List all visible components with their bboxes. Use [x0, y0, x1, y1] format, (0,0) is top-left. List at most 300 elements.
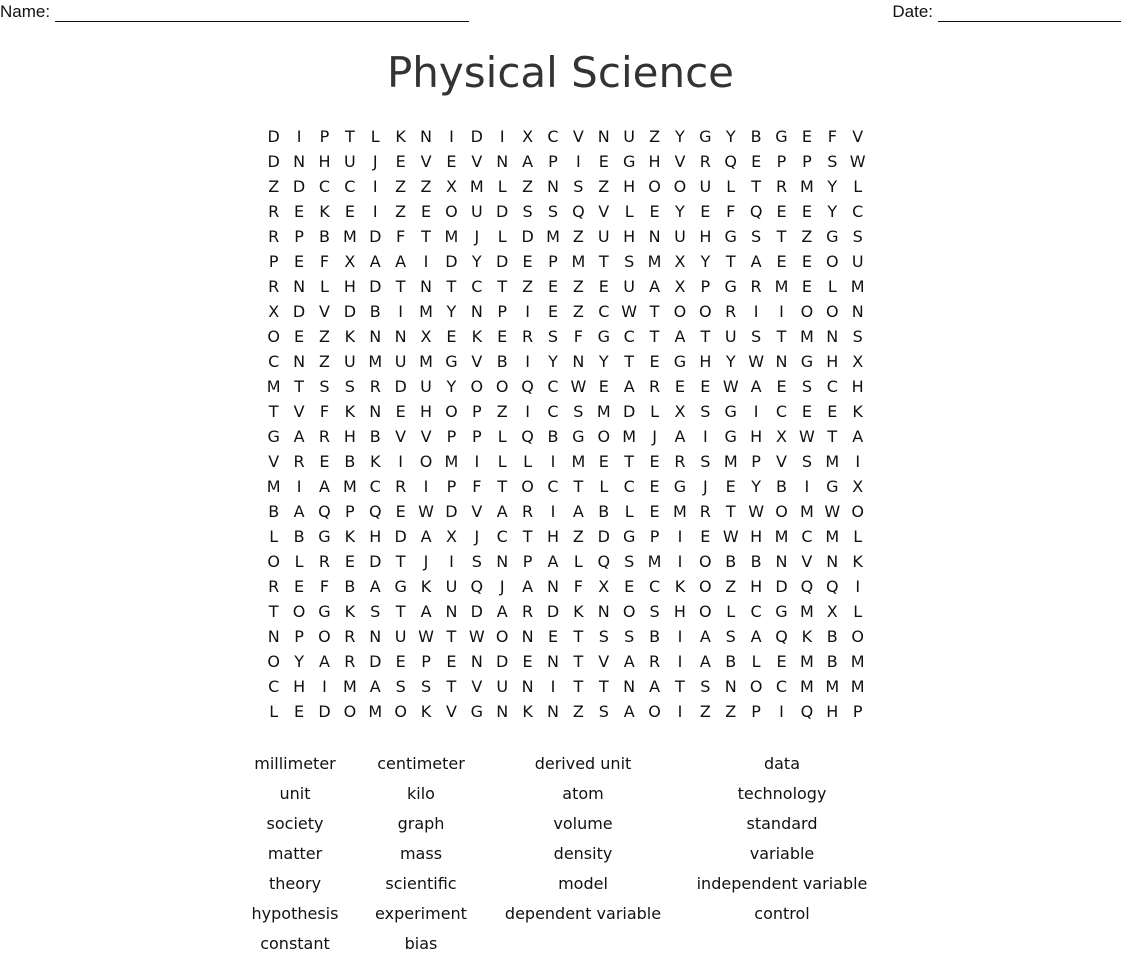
grid-letter[interactable]: B	[649, 627, 661, 646]
grid-letter[interactable]: T	[268, 602, 279, 621]
grid-letter[interactable]: E	[649, 477, 660, 496]
grid-letter[interactable]: E	[649, 502, 660, 521]
grid-letter[interactable]: T	[751, 177, 761, 196]
grid-letter[interactable]: M	[444, 452, 459, 471]
grid-letter[interactable]: T	[573, 677, 584, 696]
grid-letter[interactable]: Q	[470, 577, 484, 596]
date-blank-line[interactable]	[938, 5, 1121, 22]
grid-letter[interactable]: F	[827, 127, 837, 146]
grid-letter[interactable]: R	[648, 652, 661, 671]
grid-letter[interactable]: I	[372, 177, 378, 196]
grid-letter[interactable]: F	[319, 252, 330, 271]
grid-letter[interactable]: A	[649, 277, 661, 296]
grid-letter[interactable]: C	[344, 177, 356, 196]
name-blank-line[interactable]	[55, 5, 469, 22]
grid-letter[interactable]: Z	[725, 577, 737, 596]
grid-letter[interactable]: B	[369, 427, 381, 446]
grid-letter[interactable]: A	[674, 327, 686, 346]
grid-letter[interactable]: A	[369, 252, 381, 271]
grid-letter[interactable]: M	[368, 702, 383, 721]
grid-letter[interactable]: U	[674, 227, 686, 246]
grid-letter[interactable]: M	[825, 677, 840, 696]
grid-letter[interactable]: W	[824, 502, 841, 521]
grid-letter[interactable]: X	[674, 402, 686, 421]
grid-letter[interactable]: X	[852, 352, 864, 371]
grid-letter[interactable]: E	[598, 277, 609, 296]
grid-letter[interactable]: M	[799, 602, 814, 621]
grid-letter[interactable]: H	[750, 527, 763, 546]
grid-letter[interactable]: N	[597, 127, 610, 146]
grid-letter[interactable]: S	[395, 677, 406, 696]
grid-letter[interactable]: V	[471, 352, 483, 371]
grid-letter[interactable]: C	[775, 402, 788, 421]
grid-letter[interactable]: E	[598, 377, 609, 396]
grid-letter[interactable]: M	[469, 177, 484, 196]
grid-letter[interactable]: Z	[395, 177, 407, 196]
grid-letter[interactable]: U	[851, 252, 864, 271]
grid-letter[interactable]: I	[423, 252, 429, 271]
grid-letter[interactable]: O	[851, 502, 864, 521]
grid-letter[interactable]: R	[344, 627, 356, 646]
grid-letter[interactable]: O	[775, 502, 788, 521]
grid-letter[interactable]: Y	[598, 352, 609, 371]
grid-letter[interactable]: O	[521, 477, 534, 496]
grid-letter[interactable]: E	[776, 202, 787, 221]
grid-letter[interactable]: I	[753, 302, 759, 321]
grid-letter[interactable]: W	[418, 627, 434, 646]
grid-letter[interactable]: T	[624, 452, 635, 471]
grid-letter[interactable]: E	[319, 452, 330, 471]
grid-letter[interactable]: T	[268, 402, 279, 421]
grid-letter[interactable]: J	[474, 227, 480, 246]
grid-letter[interactable]: J	[372, 152, 378, 171]
grid-letter[interactable]: M	[622, 427, 637, 446]
grid-letter[interactable]: K	[852, 402, 863, 421]
grid-letter[interactable]: V	[598, 652, 610, 671]
grid-letter[interactable]: W	[722, 377, 739, 396]
grid-letter[interactable]: N	[775, 352, 788, 371]
grid-letter[interactable]: U	[344, 352, 356, 371]
grid-letter[interactable]: K	[852, 552, 863, 571]
grid-letter[interactable]: E	[395, 152, 406, 171]
grid-letter[interactable]: E	[446, 652, 457, 671]
grid-letter[interactable]: A	[496, 602, 508, 621]
grid-letter[interactable]: G	[622, 152, 636, 171]
grid-letter[interactable]: I	[855, 577, 861, 596]
grid-letter[interactable]: Q	[572, 202, 585, 221]
grid-letter[interactable]: N	[293, 277, 306, 296]
grid-letter[interactable]: I	[499, 127, 505, 146]
grid-letter[interactable]: Z	[649, 127, 661, 146]
grid-letter[interactable]: M	[799, 177, 814, 196]
grid-letter[interactable]: S	[547, 202, 559, 221]
grid-letter[interactable]: T	[776, 227, 787, 246]
grid-letter[interactable]: N	[445, 602, 458, 621]
grid-letter[interactable]: M	[368, 352, 383, 371]
grid-letter[interactable]: C	[496, 527, 508, 546]
grid-letter[interactable]: M	[647, 252, 662, 271]
grid-letter[interactable]: E	[624, 577, 635, 596]
grid-letter[interactable]: F	[319, 577, 330, 596]
grid-letter[interactable]: G	[724, 227, 737, 246]
grid-letter[interactable]: E	[547, 277, 559, 296]
grid-letter[interactable]: L	[497, 177, 507, 196]
grid-letter[interactable]: Y	[700, 252, 711, 271]
grid-letter[interactable]: O	[597, 427, 611, 446]
grid-letter[interactable]: L	[726, 177, 736, 196]
grid-letter[interactable]: C	[318, 177, 331, 196]
grid-letter[interactable]: E	[420, 202, 432, 221]
grid-letter[interactable]: V	[293, 402, 305, 421]
grid-letter[interactable]: B	[826, 627, 838, 646]
grid-letter[interactable]: N	[420, 277, 433, 296]
grid-letter[interactable]: N	[775, 552, 788, 571]
grid-letter[interactable]: A	[852, 427, 864, 446]
grid-letter[interactable]: D	[623, 402, 636, 421]
grid-letter[interactable]: I	[779, 702, 784, 721]
grid-letter[interactable]: S	[370, 602, 381, 621]
grid-letter[interactable]: W	[570, 377, 587, 396]
grid-letter[interactable]: D	[775, 577, 788, 596]
grid-letter[interactable]: U	[699, 177, 712, 196]
grid-letter[interactable]: L	[294, 552, 304, 571]
grid-letter[interactable]: P	[319, 127, 330, 146]
grid-letter[interactable]: E	[497, 327, 508, 346]
grid-letter[interactable]: Z	[522, 277, 534, 296]
grid-letter[interactable]: O	[825, 302, 839, 321]
grid-letter[interactable]: M	[825, 452, 840, 471]
grid-letter[interactable]: U	[344, 152, 356, 171]
grid-letter[interactable]: A	[699, 652, 711, 671]
grid-letter[interactable]: X	[445, 177, 457, 196]
grid-letter[interactable]: W	[798, 427, 815, 446]
grid-letter[interactable]: A	[623, 702, 635, 721]
grid-letter[interactable]: N	[394, 327, 407, 346]
grid-letter[interactable]: A	[699, 627, 711, 646]
grid-letter[interactable]: Z	[318, 352, 330, 371]
grid-letter[interactable]: N	[826, 327, 839, 346]
grid-letter[interactable]: T	[395, 277, 406, 296]
grid-letter[interactable]: M	[825, 527, 840, 546]
grid-letter[interactable]: I	[398, 302, 403, 321]
grid-letter[interactable]: X	[826, 602, 838, 621]
grid-letter[interactable]: M	[266, 377, 281, 396]
grid-letter[interactable]: G	[470, 702, 484, 721]
grid-letter[interactable]: W	[621, 302, 638, 321]
grid-letter[interactable]: Z	[801, 227, 813, 246]
grid-letter[interactable]: I	[449, 127, 454, 146]
grid-letter[interactable]: P	[522, 552, 533, 571]
grid-letter[interactable]: C	[547, 377, 559, 396]
grid-letter[interactable]: C	[801, 527, 813, 546]
grid-letter[interactable]: O	[470, 377, 484, 396]
grid-letter[interactable]: N	[547, 702, 559, 721]
grid-letter[interactable]: M	[799, 652, 814, 671]
grid-letter[interactable]: I	[550, 677, 556, 696]
grid-letter[interactable]: D	[470, 127, 483, 146]
grid-letter[interactable]: I	[804, 477, 810, 496]
grid-letter[interactable]: O	[699, 552, 712, 571]
grid-letter[interactable]: Y	[675, 202, 685, 221]
grid-letter[interactable]: E	[776, 377, 787, 396]
grid-letter[interactable]: T	[446, 277, 457, 296]
grid-letter[interactable]: G	[724, 402, 737, 421]
grid-letter[interactable]: I	[423, 477, 429, 496]
grid-letter[interactable]: L	[751, 652, 761, 671]
grid-letter[interactable]: T	[725, 252, 736, 271]
grid-letter[interactable]: L	[523, 452, 533, 471]
grid-letter[interactable]: M	[799, 327, 814, 346]
grid-letter[interactable]: S	[852, 227, 863, 246]
grid-letter[interactable]: O	[825, 252, 839, 271]
grid-letter[interactable]: W	[468, 627, 485, 646]
grid-letter[interactable]: L	[853, 177, 863, 196]
grid-letter[interactable]: Q	[800, 577, 814, 596]
grid-letter[interactable]: H	[826, 352, 839, 371]
grid-letter[interactable]: E	[598, 152, 609, 171]
grid-letter[interactable]: E	[776, 252, 787, 271]
grid-letter[interactable]: E	[294, 577, 305, 596]
grid-letter[interactable]: K	[344, 327, 356, 346]
grid-letter[interactable]: E	[547, 302, 559, 321]
grid-letter[interactable]: E	[598, 452, 609, 471]
grid-letter[interactable]: X	[598, 577, 610, 596]
grid-letter[interactable]: Z	[268, 177, 280, 196]
grid-letter[interactable]: L	[726, 602, 736, 621]
grid-letter[interactable]: Y	[827, 202, 838, 221]
grid-letter[interactable]: R	[674, 452, 686, 471]
grid-letter[interactable]: D	[292, 177, 306, 196]
grid-letter[interactable]: K	[420, 702, 432, 721]
grid-letter[interactable]: Z	[420, 177, 432, 196]
grid-letter[interactable]: W	[418, 502, 434, 521]
grid-letter[interactable]: H	[826, 702, 839, 721]
grid-letter[interactable]: C	[268, 677, 280, 696]
grid-letter[interactable]: R	[750, 277, 762, 296]
grid-letter[interactable]: T	[421, 227, 431, 246]
grid-letter[interactable]: R	[395, 477, 407, 496]
grid-letter[interactable]: A	[319, 652, 330, 671]
grid-letter[interactable]: T	[598, 677, 609, 696]
grid-letter[interactable]: O	[267, 652, 280, 671]
grid-letter[interactable]: B	[547, 427, 559, 446]
grid-letter[interactable]: B	[750, 127, 762, 146]
grid-letter[interactable]: M	[571, 452, 586, 471]
grid-letter[interactable]: G	[775, 602, 788, 621]
grid-letter[interactable]: Y	[751, 477, 761, 496]
grid-letter[interactable]: E	[395, 652, 406, 671]
grid-letter[interactable]: Y	[675, 127, 685, 146]
grid-letter[interactable]: H	[699, 227, 712, 246]
grid-letter[interactable]: A	[547, 552, 559, 571]
grid-letter[interactable]: G	[724, 427, 737, 446]
grid-letter[interactable]: K	[319, 202, 330, 221]
grid-letter[interactable]: P	[446, 427, 457, 446]
grid-letter[interactable]: E	[395, 402, 406, 421]
grid-letter[interactable]: I	[677, 527, 683, 546]
grid-letter[interactable]: B	[725, 552, 737, 571]
grid-letter[interactable]: I	[753, 402, 759, 421]
grid-letter[interactable]: Y	[827, 177, 838, 196]
grid-letter[interactable]: B	[344, 577, 356, 596]
grid-letter[interactable]: C	[369, 477, 381, 496]
grid-letter[interactable]: M	[799, 502, 814, 521]
grid-letter[interactable]: P	[471, 402, 482, 421]
grid-letter[interactable]: O	[419, 452, 433, 471]
grid-letter[interactable]: A	[750, 627, 762, 646]
grid-letter[interactable]: V	[471, 152, 483, 171]
grid-letter[interactable]: B	[776, 477, 787, 496]
grid-letter[interactable]: R	[522, 327, 534, 346]
grid-letter[interactable]: D	[267, 152, 280, 171]
grid-letter[interactable]: I	[855, 452, 861, 471]
grid-letter[interactable]: K	[370, 452, 381, 471]
grid-letter[interactable]: E	[522, 652, 533, 671]
grid-letter[interactable]: Q	[775, 627, 788, 646]
grid-letter[interactable]: N	[623, 677, 636, 696]
grid-letter[interactable]: T	[446, 677, 457, 696]
grid-letter[interactable]: R	[522, 602, 534, 621]
grid-letter[interactable]: S	[700, 452, 711, 471]
grid-letter[interactable]: S	[573, 402, 584, 421]
grid-letter[interactable]: D	[394, 377, 407, 396]
grid-letter[interactable]: S	[598, 627, 609, 646]
grid-letter[interactable]: K	[344, 402, 356, 421]
grid-letter[interactable]: E	[700, 202, 711, 221]
grid-letter[interactable]: E	[446, 152, 457, 171]
grid-letter[interactable]: C	[547, 402, 559, 421]
grid-letter[interactable]: N	[470, 302, 483, 321]
grid-letter[interactable]: E	[547, 627, 559, 646]
grid-letter[interactable]: S	[420, 677, 432, 696]
grid-letter[interactable]: P	[548, 252, 558, 271]
grid-letter[interactable]: L	[269, 527, 279, 546]
grid-letter[interactable]: A	[420, 602, 432, 621]
grid-letter[interactable]: O	[673, 177, 687, 196]
grid-letter[interactable]: F	[319, 402, 330, 421]
grid-letter[interactable]: D	[496, 652, 509, 671]
grid-letter[interactable]: B	[268, 502, 280, 521]
grid-letter[interactable]: G	[445, 352, 458, 371]
grid-letter[interactable]: E	[674, 377, 685, 396]
grid-letter[interactable]: G	[267, 427, 280, 446]
grid-letter[interactable]: S	[801, 377, 812, 396]
grid-letter[interactable]: I	[296, 477, 302, 496]
grid-letter[interactable]: G	[775, 127, 788, 146]
grid-letter[interactable]: R	[775, 177, 788, 196]
grid-letter[interactable]: E	[649, 202, 660, 221]
grid-letter[interactable]: M	[342, 477, 357, 496]
grid-letter[interactable]: H	[750, 427, 763, 446]
grid-letter[interactable]: N	[851, 302, 864, 321]
grid-letter[interactable]: F	[726, 202, 736, 221]
grid-letter[interactable]: J	[652, 427, 657, 446]
grid-letter[interactable]: A	[674, 427, 686, 446]
grid-letter[interactable]: L	[624, 202, 634, 221]
grid-letter[interactable]: D	[546, 602, 560, 621]
grid-letter[interactable]: O	[749, 677, 763, 696]
grid-letter[interactable]: E	[344, 552, 355, 571]
grid-letter[interactable]: C	[471, 277, 483, 296]
grid-letter[interactable]: R	[318, 427, 331, 446]
grid-letter[interactable]: H	[318, 152, 331, 171]
grid-letter[interactable]: G	[699, 127, 712, 146]
grid-letter[interactable]: M	[774, 527, 789, 546]
grid-letter[interactable]: B	[293, 527, 305, 546]
grid-letter[interactable]: D	[445, 502, 458, 521]
grid-letter[interactable]: H	[343, 427, 356, 446]
grid-letter[interactable]: B	[598, 502, 610, 521]
grid-letter[interactable]: I	[550, 452, 556, 471]
grid-letter[interactable]: V	[471, 677, 483, 696]
grid-letter[interactable]: O	[800, 302, 814, 321]
grid-letter[interactable]: E	[294, 202, 305, 221]
grid-letter[interactable]: P	[421, 652, 431, 671]
grid-letter[interactable]: G	[826, 227, 839, 246]
grid-letter[interactable]: I	[372, 202, 378, 221]
grid-letter[interactable]: S	[827, 152, 838, 171]
grid-letter[interactable]: A	[319, 477, 330, 496]
grid-letter[interactable]: S	[700, 402, 711, 421]
grid-letter[interactable]: S	[725, 627, 736, 646]
grid-letter[interactable]: T	[649, 327, 660, 346]
grid-letter[interactable]: M	[673, 502, 687, 521]
grid-letter[interactable]: N	[369, 402, 382, 421]
grid-letter[interactable]: O	[622, 602, 636, 621]
grid-letter[interactable]: N	[547, 577, 559, 596]
grid-letter[interactable]: E	[294, 327, 305, 346]
grid-letter[interactable]: O	[495, 627, 509, 646]
grid-letter[interactable]: E	[801, 402, 812, 421]
grid-letter[interactable]: B	[725, 652, 737, 671]
grid-letter[interactable]: R	[293, 452, 305, 471]
grid-letter[interactable]: T	[497, 477, 508, 496]
grid-letter[interactable]: T	[344, 127, 355, 146]
grid-letter[interactable]: V	[598, 202, 610, 221]
grid-letter[interactable]: A	[293, 502, 305, 521]
grid-letter[interactable]: E	[522, 252, 533, 271]
grid-letter[interactable]: T	[776, 327, 787, 346]
grid-letter[interactable]: E	[725, 477, 736, 496]
grid-letter[interactable]: V	[471, 502, 483, 521]
grid-letter[interactable]: M	[342, 227, 357, 246]
grid-letter[interactable]: D	[369, 277, 382, 296]
grid-letter[interactable]: C	[268, 352, 280, 371]
grid-letter[interactable]: T	[497, 277, 508, 296]
grid-letter[interactable]: I	[677, 652, 683, 671]
grid-letter[interactable]: W	[748, 352, 765, 371]
grid-letter[interactable]: P	[345, 502, 355, 521]
grid-letter[interactable]: X	[420, 327, 432, 346]
grid-letter[interactable]: E	[294, 702, 305, 721]
grid-letter[interactable]: E	[801, 202, 812, 221]
grid-letter[interactable]: E	[294, 252, 305, 271]
grid-letter[interactable]: E	[700, 527, 711, 546]
grid-letter[interactable]: T	[573, 477, 584, 496]
grid-letter[interactable]: U	[496, 677, 509, 696]
grid-letter[interactable]: Z	[318, 327, 330, 346]
grid-letter[interactable]: M	[546, 227, 560, 246]
grid-letter[interactable]: V	[420, 152, 432, 171]
grid-letter[interactable]: P	[446, 477, 457, 496]
grid-letter[interactable]: R	[268, 577, 280, 596]
grid-letter[interactable]: K	[674, 577, 686, 596]
grid-letter[interactable]: T	[725, 502, 736, 521]
grid-letter[interactable]: H	[369, 527, 382, 546]
grid-letter[interactable]: M	[266, 477, 281, 496]
grid-letter[interactable]: N	[648, 227, 661, 246]
grid-letter[interactable]: O	[318, 627, 331, 646]
